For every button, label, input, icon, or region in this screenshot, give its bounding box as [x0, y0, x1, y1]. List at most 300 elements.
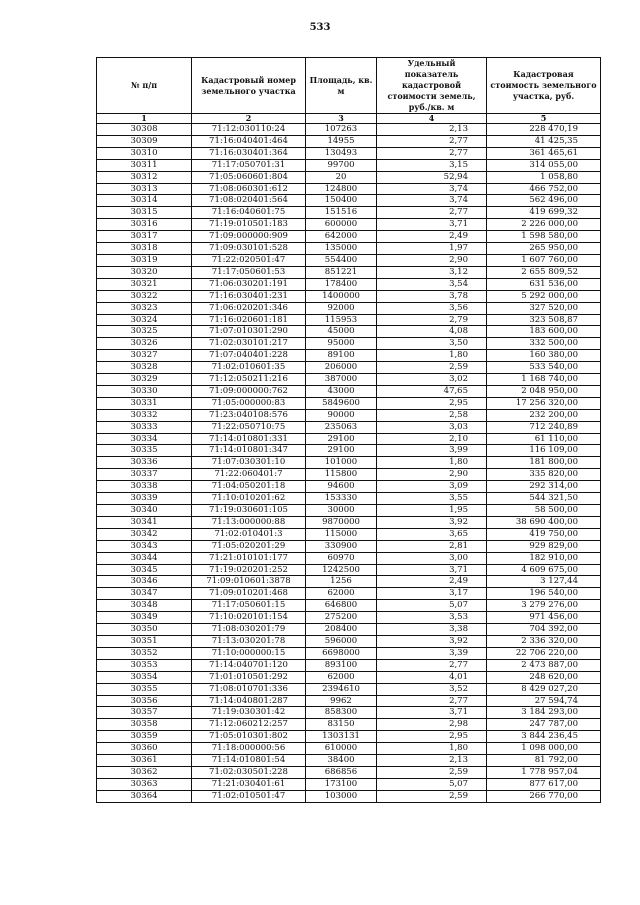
cadastral-number: 71:21:010101:177 — [192, 552, 306, 564]
column-number: 3 — [306, 114, 377, 124]
page-number: 533 — [309, 22, 331, 33]
cadastral-number: 71:09:000000:762 — [192, 385, 306, 397]
row-number: 30316 — [97, 219, 192, 231]
area: 1242500 — [306, 564, 377, 576]
area: 60970 — [306, 552, 377, 564]
area: 62000 — [306, 671, 377, 683]
area: 115800 — [306, 469, 377, 481]
specific-value: 3,92 — [377, 635, 487, 647]
cadastral-number: 71:19:030301:42 — [192, 707, 306, 719]
cadastral-value: 41 425,35 — [487, 135, 601, 147]
table-row — [97, 397, 601, 409]
table-row — [97, 778, 601, 790]
specific-value: 3,74 — [377, 183, 487, 195]
cadastral-number: 71:02:010401:3 — [192, 528, 306, 540]
area: 893100 — [306, 659, 377, 671]
cadastral-number: 71:13:000000:88 — [192, 516, 306, 528]
column-number: 1 — [97, 114, 192, 124]
table-row — [97, 516, 601, 528]
cadastral-value: 2 336 320,00 — [487, 635, 601, 647]
cadastral-number: 71:17:050601:15 — [192, 600, 306, 612]
area: 30000 — [306, 505, 377, 517]
cadastral-number: 71:08:010701:336 — [192, 683, 306, 695]
table-row — [97, 731, 601, 743]
specific-value: 52,94 — [377, 171, 487, 183]
table-row — [97, 338, 601, 350]
cadastral-value: 3 184 293,00 — [487, 707, 601, 719]
specific-value: 3,52 — [377, 683, 487, 695]
area: 6698000 — [306, 647, 377, 659]
cadastral-number: 71:08:020401:564 — [192, 195, 306, 207]
table-row — [97, 290, 601, 302]
specific-value: 3,39 — [377, 647, 487, 659]
row-number: 30325 — [97, 326, 192, 338]
cadastral-number: 71:01:010501:292 — [192, 671, 306, 683]
specific-value: 3,71 — [377, 707, 487, 719]
area: 43000 — [306, 385, 377, 397]
cadastral-value: 971 456,00 — [487, 612, 601, 624]
specific-value: 2,90 — [377, 469, 487, 481]
cadastral-value: 1 598 580,00 — [487, 231, 601, 243]
cadastral-number: 71:12:030110:24 — [192, 124, 306, 136]
cadastral-value: 562 496,00 — [487, 195, 601, 207]
area: 83150 — [306, 719, 377, 731]
table-row — [97, 219, 601, 231]
table-row — [97, 350, 601, 362]
table-row — [97, 254, 601, 266]
area: 38400 — [306, 755, 377, 767]
specific-value: 3,00 — [377, 552, 487, 564]
row-number: 30355 — [97, 683, 192, 695]
cadastral-number: 71:05:000000:83 — [192, 397, 306, 409]
row-number: 30321 — [97, 278, 192, 290]
table-row — [97, 635, 601, 647]
area: 208400 — [306, 624, 377, 636]
row-number: 30347 — [97, 588, 192, 600]
specific-value: 4,01 — [377, 671, 487, 683]
cadastral-number: 71:21:030401:61 — [192, 778, 306, 790]
specific-value: 2,13 — [377, 124, 487, 136]
area: 851221 — [306, 266, 377, 278]
cadastral-number: 71:07:040401:228 — [192, 350, 306, 362]
row-number: 30319 — [97, 254, 192, 266]
table-row — [97, 766, 601, 778]
table-row — [97, 671, 601, 683]
specific-value: 2,95 — [377, 731, 487, 743]
row-number: 30361 — [97, 755, 192, 767]
cadastral-value: 266 770,00 — [487, 790, 601, 802]
cadastral-number: 71:09:010601:3878 — [192, 576, 306, 588]
specific-value: 3,02 — [377, 374, 487, 386]
row-number: 30363 — [97, 778, 192, 790]
row-number: 30340 — [97, 505, 192, 517]
row-number: 30312 — [97, 171, 192, 183]
area: 610000 — [306, 743, 377, 755]
cadastral-number: 71:16:020601:181 — [192, 314, 306, 326]
column-number: 4 — [377, 114, 487, 124]
specific-value: 2,13 — [377, 755, 487, 767]
row-number: 30318 — [97, 243, 192, 255]
table-row — [97, 540, 601, 552]
cadastral-number: 71:07:030301:10 — [192, 457, 306, 469]
cadastral-value: 2 048 950,00 — [487, 385, 601, 397]
cadastral-number: 71:06:030201:191 — [192, 278, 306, 290]
area: 330900 — [306, 540, 377, 552]
cadastral-value: 1 607 760,00 — [487, 254, 601, 266]
area: 1256 — [306, 576, 377, 588]
specific-value: 3,54 — [377, 278, 487, 290]
row-number: 30313 — [97, 183, 192, 195]
cadastral-value: 81 792,00 — [487, 755, 601, 767]
area: 103000 — [306, 790, 377, 802]
row-number: 30345 — [97, 564, 192, 576]
row-number: 30329 — [97, 374, 192, 386]
area: 686856 — [306, 766, 377, 778]
cadastral-number: 71:23:040108:576 — [192, 409, 306, 421]
row-number: 30349 — [97, 612, 192, 624]
specific-value: 3,55 — [377, 493, 487, 505]
table-row — [97, 433, 601, 445]
row-number: 30328 — [97, 362, 192, 374]
cadastral-number: 71:16:030401:231 — [192, 290, 306, 302]
cadastral-value: 182 910,00 — [487, 552, 601, 564]
cadastral-number: 71:02:010501:47 — [192, 790, 306, 802]
cadastral-value: 183 600,00 — [487, 326, 601, 338]
cadastral-number: 71:09:010201:468 — [192, 588, 306, 600]
cadastral-value: 1 778 957,04 — [487, 766, 601, 778]
row-number: 30310 — [97, 147, 192, 159]
row-number: 30309 — [97, 135, 192, 147]
cadastral-value: 8 429 027,20 — [487, 683, 601, 695]
area: 89100 — [306, 350, 377, 362]
table-row — [97, 135, 601, 147]
cadastral-value: 929 829,00 — [487, 540, 601, 552]
table-row — [97, 243, 601, 255]
row-number: 30353 — [97, 659, 192, 671]
specific-value: 2,98 — [377, 719, 487, 731]
row-number: 30341 — [97, 516, 192, 528]
table-row — [97, 790, 601, 802]
specific-value: 1,80 — [377, 350, 487, 362]
area: 153330 — [306, 493, 377, 505]
cadastral-table — [96, 57, 601, 803]
cadastral-value: 544 321,50 — [487, 493, 601, 505]
cadastral-number: 71:14:010801:331 — [192, 433, 306, 445]
cadastral-value: 27 594,74 — [487, 695, 601, 707]
area: 62000 — [306, 588, 377, 600]
table-row — [97, 159, 601, 171]
cadastral-value: 2 226 000,00 — [487, 219, 601, 231]
cadastral-number: 71:22:060401:7 — [192, 469, 306, 481]
specific-value: 2,77 — [377, 659, 487, 671]
table-row — [97, 374, 601, 386]
specific-value: 2,77 — [377, 207, 487, 219]
cadastral-value: 323 508,87 — [487, 314, 601, 326]
cadastral-number: 71:08:060301:612 — [192, 183, 306, 195]
cadastral-value: 265 950,00 — [487, 243, 601, 255]
area: 115953 — [306, 314, 377, 326]
area: 99700 — [306, 159, 377, 171]
cadastral-number: 71:09:030101:528 — [192, 243, 306, 255]
specific-value: 3,92 — [377, 516, 487, 528]
row-number: 30332 — [97, 409, 192, 421]
cadastral-number: 71:12:060212:257 — [192, 719, 306, 731]
cadastral-number: 71:05:060601:804 — [192, 171, 306, 183]
cadastral-number: 71:10:020101:154 — [192, 612, 306, 624]
cadastral-number: 71:14:040801:287 — [192, 695, 306, 707]
area: 858300 — [306, 707, 377, 719]
cadastral-value: 2 655 809,52 — [487, 266, 601, 278]
specific-value: 1,80 — [377, 743, 487, 755]
header-number: № п/п — [97, 58, 192, 114]
table-row — [97, 231, 601, 243]
table-row — [97, 314, 601, 326]
area: 600000 — [306, 219, 377, 231]
table-row — [97, 195, 601, 207]
row-number: 30364 — [97, 790, 192, 802]
row-number: 30315 — [97, 207, 192, 219]
row-number: 30337 — [97, 469, 192, 481]
cadastral-value: 361 465,61 — [487, 147, 601, 159]
cadastral-number: 71:02:010601:35 — [192, 362, 306, 374]
column-number: 5 — [487, 114, 601, 124]
table-row — [97, 743, 601, 755]
table-body — [97, 124, 601, 803]
row-number: 30339 — [97, 493, 192, 505]
table-row — [97, 183, 601, 195]
table-row — [97, 147, 601, 159]
specific-value: 3,12 — [377, 266, 487, 278]
cadastral-value: 704 392,00 — [487, 624, 601, 636]
cadastral-value: 466 752,00 — [487, 183, 601, 195]
specific-value: 3,71 — [377, 564, 487, 576]
cadastral-number: 71:16:040601:75 — [192, 207, 306, 219]
row-number: 30323 — [97, 302, 192, 314]
row-number: 30308 — [97, 124, 192, 136]
area: 95000 — [306, 338, 377, 350]
area: 1303131 — [306, 731, 377, 743]
table-row — [97, 493, 601, 505]
specific-value: 3,15 — [377, 159, 487, 171]
row-number: 30351 — [97, 635, 192, 647]
area: 150400 — [306, 195, 377, 207]
cadastral-value: 292 314,00 — [487, 481, 601, 493]
cadastral-number: 71:13:030201:78 — [192, 635, 306, 647]
cadastral-value: 5 292 000,00 — [487, 290, 601, 302]
area: 178400 — [306, 278, 377, 290]
table-row — [97, 266, 601, 278]
row-number: 30359 — [97, 731, 192, 743]
area: 2394610 — [306, 683, 377, 695]
area: 29100 — [306, 445, 377, 457]
row-number: 30335 — [97, 445, 192, 457]
cadastral-value: 419 750,00 — [487, 528, 601, 540]
table-row — [97, 707, 601, 719]
table-row — [97, 124, 601, 136]
specific-value: 1,95 — [377, 505, 487, 517]
table-row — [97, 552, 601, 564]
area: 646800 — [306, 600, 377, 612]
header-specific-value: Удельный показатель кадастровой стоимости земель, руб./кв. м — [377, 58, 487, 114]
row-number: 30327 — [97, 350, 192, 362]
specific-value: 1,80 — [377, 457, 487, 469]
cadastral-number: 71:12:050211:216 — [192, 374, 306, 386]
specific-value: 2,58 — [377, 409, 487, 421]
row-number: 30311 — [97, 159, 192, 171]
area: 5849600 — [306, 397, 377, 409]
cadastral-number: 71:05:010301:802 — [192, 731, 306, 743]
table-row — [97, 457, 601, 469]
table-row — [97, 695, 601, 707]
cadastral-value: 332 500,00 — [487, 338, 601, 350]
specific-value: 3,74 — [377, 195, 487, 207]
table-row — [97, 326, 601, 338]
cadastral-number: 71:14:010801:54 — [192, 755, 306, 767]
area: 173100 — [306, 778, 377, 790]
cadastral-number: 71:09:000000:909 — [192, 231, 306, 243]
table-row — [97, 409, 601, 421]
cadastral-value: 4 609 675,00 — [487, 564, 601, 576]
area: 387000 — [306, 374, 377, 386]
cadastral-number: 71:14:040701:120 — [192, 659, 306, 671]
area: 275200 — [306, 612, 377, 624]
cadastral-value: 3 844 236,45 — [487, 731, 601, 743]
column-number-row — [97, 114, 601, 124]
specific-value: 2,49 — [377, 576, 487, 588]
area: 596000 — [306, 635, 377, 647]
header-row — [97, 58, 601, 114]
row-number: 30338 — [97, 481, 192, 493]
table-row — [97, 600, 601, 612]
area: 9870000 — [306, 516, 377, 528]
cadastral-value: 196 540,00 — [487, 588, 601, 600]
specific-value: 2,77 — [377, 135, 487, 147]
table-row — [97, 469, 601, 481]
specific-value: 2,81 — [377, 540, 487, 552]
row-number: 30333 — [97, 421, 192, 433]
specific-value: 2,10 — [377, 433, 487, 445]
area: 151516 — [306, 207, 377, 219]
cadastral-value: 712 240,89 — [487, 421, 601, 433]
cadastral-value: 1 058,80 — [487, 171, 601, 183]
row-number: 30324 — [97, 314, 192, 326]
area: 235063 — [306, 421, 377, 433]
area: 9962 — [306, 695, 377, 707]
table-row — [97, 171, 601, 183]
row-number: 30331 — [97, 397, 192, 409]
area: 29100 — [306, 433, 377, 445]
specific-value: 3,65 — [377, 528, 487, 540]
specific-value: 5,07 — [377, 600, 487, 612]
row-number: 30350 — [97, 624, 192, 636]
specific-value: 2,59 — [377, 790, 487, 802]
table-row — [97, 659, 601, 671]
table-row — [97, 755, 601, 767]
cadastral-number: 71:08:030201:79 — [192, 624, 306, 636]
area: 94600 — [306, 481, 377, 493]
cadastral-value: 877 617,00 — [487, 778, 601, 790]
row-number: 30357 — [97, 707, 192, 719]
row-number: 30362 — [97, 766, 192, 778]
specific-value: 2,59 — [377, 766, 487, 778]
cadastral-value: 314 055,00 — [487, 159, 601, 171]
row-number: 30322 — [97, 290, 192, 302]
specific-value: 2,77 — [377, 695, 487, 707]
specific-value: 3,09 — [377, 481, 487, 493]
cadastral-value: 160 380,00 — [487, 350, 601, 362]
column-number: 2 — [192, 114, 306, 124]
table-row — [97, 719, 601, 731]
cadastral-value: 38 690 400,00 — [487, 516, 601, 528]
area: 554400 — [306, 254, 377, 266]
area: 20 — [306, 171, 377, 183]
table-row — [97, 421, 601, 433]
cadastral-number: 71:19:030601:105 — [192, 505, 306, 517]
cadastral-value: 533 540,00 — [487, 362, 601, 374]
table-row — [97, 647, 601, 659]
row-number: 30336 — [97, 457, 192, 469]
cadastral-number: 71:02:030501:228 — [192, 766, 306, 778]
header-cadastral-number: Кадастровый номер земельного участка — [192, 58, 306, 114]
cadastral-number: 71:02:030101:217 — [192, 338, 306, 350]
table-row — [97, 564, 601, 576]
specific-value: 3,71 — [377, 219, 487, 231]
specific-value: 47,65 — [377, 385, 487, 397]
area: 101000 — [306, 457, 377, 469]
area: 206000 — [306, 362, 377, 374]
cadastral-number: 71:18:000000:56 — [192, 743, 306, 755]
row-number: 30346 — [97, 576, 192, 588]
specific-value: 3,03 — [377, 421, 487, 433]
cadastral-number: 71:14:010801:347 — [192, 445, 306, 457]
cadastral-number: 71:17:050601:53 — [192, 266, 306, 278]
cadastral-value: 61 110,00 — [487, 433, 601, 445]
table-row — [97, 445, 601, 457]
cadastral-number: 71:07:010301:290 — [192, 326, 306, 338]
specific-value: 3,17 — [377, 588, 487, 600]
specific-value: 3,99 — [377, 445, 487, 457]
cadastral-value: 1 098 000,00 — [487, 743, 601, 755]
area: 92000 — [306, 302, 377, 314]
row-number: 30343 — [97, 540, 192, 552]
table-row — [97, 505, 601, 517]
row-number: 30354 — [97, 671, 192, 683]
cadastral-number: 71:16:040401:464 — [192, 135, 306, 147]
cadastral-number: 71:04:050201:18 — [192, 481, 306, 493]
area: 45000 — [306, 326, 377, 338]
cadastral-value: 419 699,32 — [487, 207, 601, 219]
cadastral-value: 228 470,19 — [487, 124, 601, 136]
area: 90000 — [306, 409, 377, 421]
cadastral-value: 22 706 220,00 — [487, 647, 601, 659]
cadastral-value: 58 500,00 — [487, 505, 601, 517]
cadastral-value: 335 820,00 — [487, 469, 601, 481]
specific-value: 2,95 — [377, 397, 487, 409]
cadastral-value: 232 200,00 — [487, 409, 601, 421]
table-row — [97, 683, 601, 695]
row-number: 30358 — [97, 719, 192, 731]
header-area: Площадь, кв. м — [306, 58, 377, 114]
row-number: 30317 — [97, 231, 192, 243]
specific-value: 2,59 — [377, 362, 487, 374]
area: 107263 — [306, 124, 377, 136]
area: 130493 — [306, 147, 377, 159]
specific-value: 1,97 — [377, 243, 487, 255]
row-number: 30342 — [97, 528, 192, 540]
area: 1400000 — [306, 290, 377, 302]
table-row — [97, 624, 601, 636]
table-row — [97, 481, 601, 493]
